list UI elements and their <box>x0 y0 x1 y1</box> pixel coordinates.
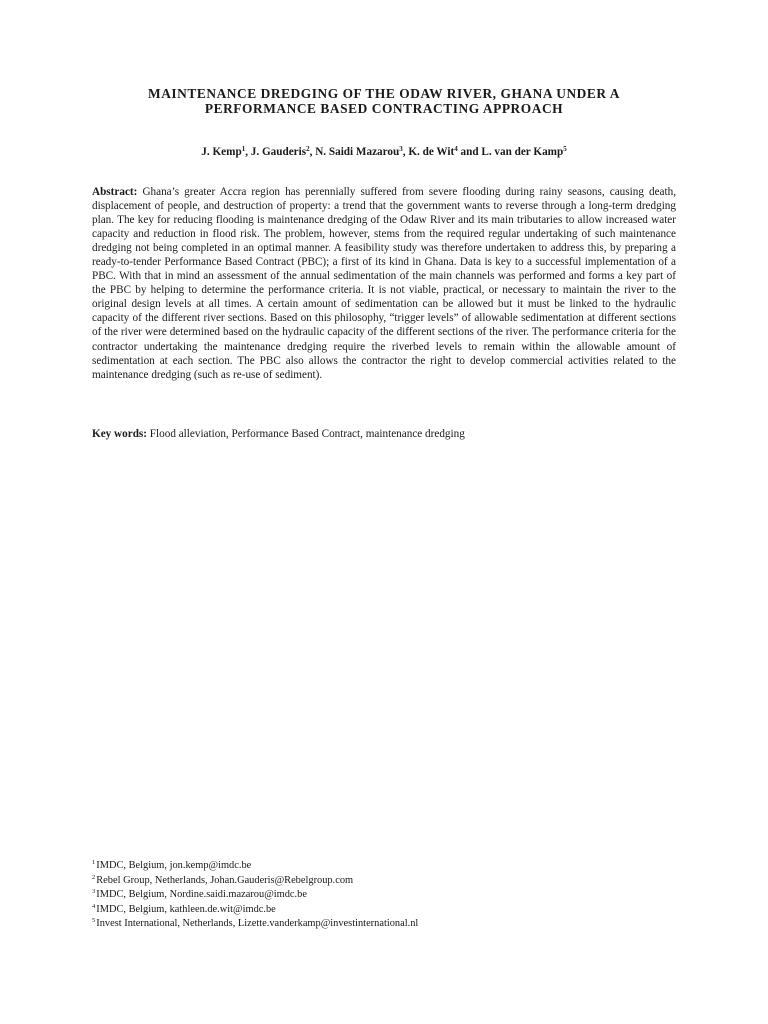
footnote-text: Invest International, Netherlands, Lizette.vanderkamp@investinternational.nl <box>96 918 419 930</box>
author-affiliation-mark: 4 <box>454 145 458 153</box>
footnote <box>92 859 676 874</box>
keywords-label: Key words: <box>92 428 147 440</box>
footnote <box>92 888 676 903</box>
author: L. van der Kamp$^5$ <box>481 145 567 158</box>
footnote-mark: 5 <box>92 917 96 925</box>
footnote-text: IMDC, Belgium, Nordine.saidi.mazarou@imdc.be <box>96 889 307 901</box>
author: J. Kemp$^1$ <box>201 145 246 158</box>
footnote <box>92 917 676 932</box>
footnote-text: IMDC, Belgium, jon.kemp@imdc.be <box>96 860 252 871</box>
author-affiliation-mark: 5 <box>563 145 567 153</box>
footnote <box>92 874 676 889</box>
author: N. Saidi Mazarou$^3$ <box>315 145 403 158</box>
footnote-mark: 1 <box>92 859 96 866</box>
author: J. Gauderis$^2$ <box>250 145 310 158</box>
author: K. de Wit$^4$ <box>408 145 458 158</box>
abstract <box>92 185 676 382</box>
keywords-text: Flood alleviation, Performance Based Contract, maintenance dredging <box>149 428 465 440</box>
footnote-text: IMDC, Belgium, kathleen.de.wit@imdc.be <box>96 903 276 915</box>
footnote-text: Rebel Group, Netherlands, Johan.Gauderis@Rebelgroup.com <box>96 874 354 886</box>
author-affiliation-mark: 1 <box>241 145 246 153</box>
footnotes <box>92 859 676 932</box>
keywords <box>92 427 676 441</box>
footnote-mark: 3 <box>92 888 96 896</box>
footnote-mark: 2 <box>92 873 96 881</box>
abstract-text: Ghana’s greater Accra region has perennially suffered from severe flooding during rainy seasons, causing death, displacement of people, and destruction of property: a trend that the government wants to reverse through a long-term dredging plan. The key for reducing flooding is maintenance dredging of the Odaw River and its main tributaries to allow increased water capacity and reduction in flood risk. The problem, however, stems from the required regular undertaking of such maintenance dredging not being completed in an optimal manner. A feasibility study was therefore undertaken to address this, by preparing a ready-to-tender Performance Based Contract (PBC); a first of its kind in Ghana. Data is key to a successful implementation of a PBC. With that in mind an assessment of the annual sedimentation of the main channels was performed and forms a key part of the PBC by helping to determine the performance criteria. It is not viable, practical, or necessary to maintain the river to the original design levels at all times. A certain amount of sedimentation can be allowed but it must be linked to the hydraulic capacity of the different river sections. Based on this philosophy, “trigger levels” of allowable sedimentation at different sections of the river were determined based on the hydraulic capacity of the different sections of the river. The performance criteria for the contractor undertaking the maintenance dredging require the riverbed levels to remain within the allowable amount of sedimentation at each section. The PBC also allows the contractor the right to develop commercial activities related to the maintenance dredging (such as re-use of sediment). <box>92 186 677 381</box>
author-affiliation-mark: 3 <box>399 145 403 153</box>
paper-title: MAINTENANCE DREDGING OF THE ODAW RIVER, GHANA UNDER A PERFORMANCE BASED CONTRACTING APPROACH <box>148 86 620 116</box>
footnote-mark: 4 <box>92 902 96 910</box>
footnote <box>92 903 676 918</box>
abstract-label: Abstract: <box>92 186 138 198</box>
author-affiliation-mark: 2 <box>306 145 310 153</box>
author-list: J. Kemp$^1$, J. Gauderis$^2$, N. Saidi Mazarou$^3$, K. de Wit$^4$ and L. van der Kamp$^5$ <box>201 145 567 158</box>
